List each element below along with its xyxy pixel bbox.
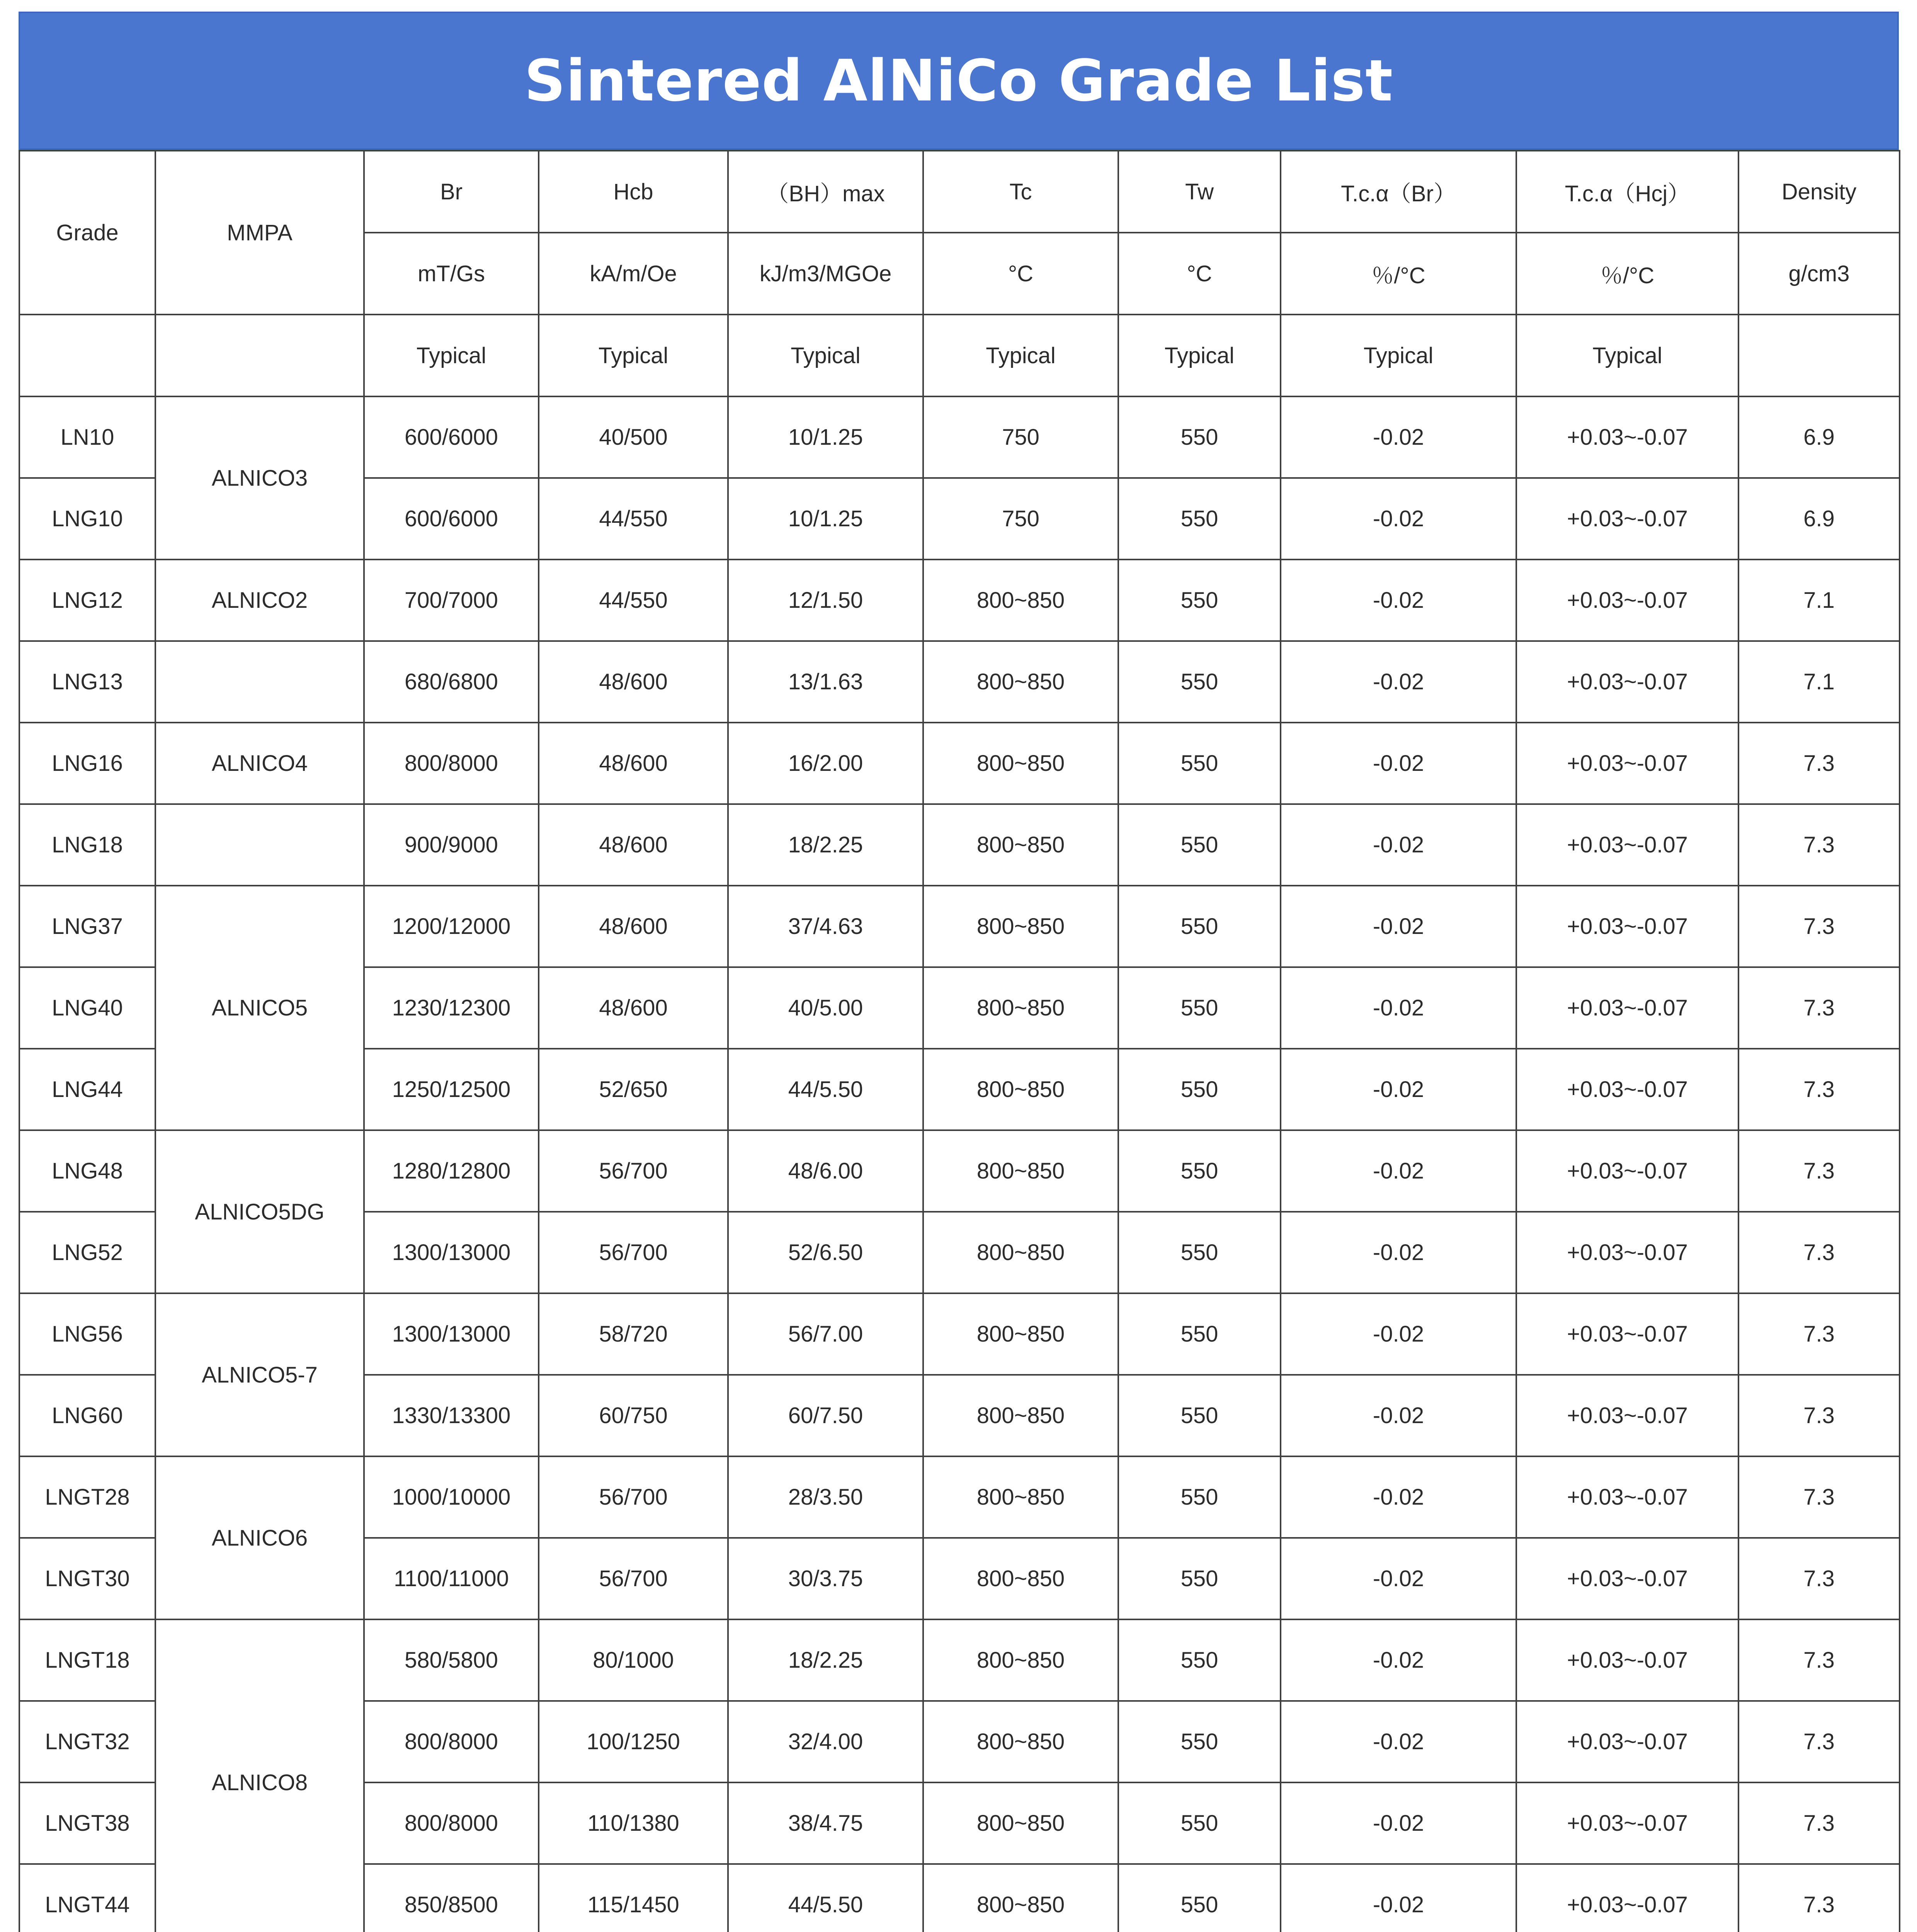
- hcb-cell: 115/1450: [539, 1864, 728, 1932]
- tc-cell: 800~850: [923, 723, 1118, 804]
- tw-cell: 550: [1118, 1538, 1281, 1619]
- grade-cell: LNG60: [19, 1375, 155, 1456]
- tca-hcj-cell: +0.03~-0.07: [1516, 1375, 1738, 1456]
- param-note-header: Typical: [364, 315, 539, 396]
- br-cell: 1330/13300: [364, 1375, 539, 1456]
- hcb-cell: 52/650: [539, 1049, 728, 1130]
- bhmax-cell: 12/1.50: [728, 560, 923, 641]
- bhmax-cell: 28/3.50: [728, 1456, 923, 1538]
- tca-br-cell: -0.02: [1281, 1375, 1516, 1456]
- param-name-header: Hcb: [539, 151, 728, 233]
- br-cell: 1230/12300: [364, 967, 539, 1049]
- tw-cell: 550: [1118, 1049, 1281, 1130]
- density-cell: 7.3: [1738, 1538, 1900, 1619]
- bhmax-cell: 60/7.50: [728, 1375, 923, 1456]
- hcb-cell: 100/1250: [539, 1701, 728, 1782]
- hcb-cell: 40/500: [539, 396, 728, 478]
- tw-cell: 550: [1118, 1456, 1281, 1538]
- tca-hcj-cell: +0.03~-0.07: [1516, 886, 1738, 967]
- mmpa-cell: ALNICO5: [155, 886, 364, 1130]
- bhmax-cell: 48/6.00: [728, 1130, 923, 1212]
- param-note-header: [1738, 315, 1900, 396]
- grade-cell: LNG52: [19, 1212, 155, 1293]
- tca-br-cell: -0.02: [1281, 1049, 1516, 1130]
- table-row: [19, 1456, 1900, 1538]
- bhmax-cell: 32/4.00: [728, 1701, 923, 1782]
- grade-cell: LNG37: [19, 886, 155, 967]
- param-unit-header: g/cm3: [1738, 233, 1900, 315]
- param-name-header: Br: [364, 151, 539, 233]
- mmpa-cell: ALNICO4: [155, 723, 364, 804]
- tca-hcj-cell: +0.03~-0.07: [1516, 396, 1738, 478]
- table-row: [19, 1130, 1900, 1212]
- bhmax-cell: 30/3.75: [728, 1538, 923, 1619]
- tc-cell: 800~850: [923, 641, 1118, 723]
- grade-cell: LNGT44: [19, 1864, 155, 1932]
- tca-hcj-cell: +0.03~-0.07: [1516, 1619, 1738, 1701]
- density-cell: 7.1: [1738, 641, 1900, 723]
- br-cell: 800/8000: [364, 1701, 539, 1782]
- tca-hcj-cell: +0.03~-0.07: [1516, 1049, 1738, 1130]
- tc-cell: 800~850: [923, 967, 1118, 1049]
- grade-table-wrap: [19, 150, 1899, 1932]
- table-row: [19, 396, 1900, 478]
- param-unit-header: kA/m/Oe: [539, 233, 728, 315]
- tca-br-cell: -0.02: [1281, 1619, 1516, 1701]
- grade-table-body: [19, 151, 1900, 1932]
- param-note-header: Typical: [1281, 315, 1516, 396]
- param-name-header: Density: [1738, 151, 1900, 233]
- bhmax-cell: 16/2.00: [728, 723, 923, 804]
- density-cell: 7.3: [1738, 1864, 1900, 1932]
- hcb-cell: 56/700: [539, 1456, 728, 1538]
- param-name-header: （BH）max: [728, 151, 923, 233]
- br-cell: 900/9000: [364, 804, 539, 886]
- tc-cell: 800~850: [923, 1701, 1118, 1782]
- mmpa-cell: ALNICO3: [155, 396, 364, 560]
- tc-cell: 800~850: [923, 1049, 1118, 1130]
- tca-br-cell: -0.02: [1281, 641, 1516, 723]
- grade-cell: LNG12: [19, 560, 155, 641]
- table-row: [19, 804, 1900, 886]
- bhmax-cell: 52/6.50: [728, 1212, 923, 1293]
- hcb-cell: 56/700: [539, 1130, 728, 1212]
- hcb-cell: 44/550: [539, 560, 728, 641]
- mmpa-cell: [155, 641, 364, 723]
- grade-table: [19, 150, 1900, 1932]
- mmpa-header: MMPA: [155, 151, 364, 315]
- tca-br-cell: -0.02: [1281, 1538, 1516, 1619]
- mmpa-cell: ALNICO5DG: [155, 1130, 364, 1293]
- tca-hcj-cell: +0.03~-0.07: [1516, 641, 1738, 723]
- tca-br-cell: -0.02: [1281, 478, 1516, 560]
- tw-cell: 550: [1118, 967, 1281, 1049]
- header-row-names: [19, 151, 1900, 233]
- mmpa-cell: ALNICO8: [155, 1619, 364, 1932]
- tc-cell: 800~850: [923, 1538, 1118, 1619]
- bhmax-cell: 56/7.00: [728, 1293, 923, 1375]
- param-unit-header: mT/Gs: [364, 233, 539, 315]
- tca-hcj-cell: +0.03~-0.07: [1516, 560, 1738, 641]
- grade-cell: LNG10: [19, 478, 155, 560]
- grade-sheet: [19, 12, 1899, 1932]
- density-cell: 7.3: [1738, 886, 1900, 967]
- density-cell: 6.9: [1738, 478, 1900, 560]
- tw-cell: 550: [1118, 1130, 1281, 1212]
- param-note-header: Typical: [1516, 315, 1738, 396]
- tc-cell: 800~850: [923, 1130, 1118, 1212]
- tca-hcj-cell: +0.03~-0.07: [1516, 1456, 1738, 1538]
- page-title: Sintered AlNiCo Grade List: [19, 12, 1899, 150]
- density-cell: 7.3: [1738, 1130, 1900, 1212]
- tca-hcj-cell: +0.03~-0.07: [1516, 1782, 1738, 1864]
- tc-cell: 800~850: [923, 560, 1118, 641]
- tc-cell: 800~850: [923, 1456, 1118, 1538]
- bhmax-cell: 10/1.25: [728, 478, 923, 560]
- tw-cell: 550: [1118, 1375, 1281, 1456]
- hcb-cell: 48/600: [539, 641, 728, 723]
- tw-cell: 550: [1118, 560, 1281, 641]
- tw-cell: 550: [1118, 1782, 1281, 1864]
- grade-cell: LNG16: [19, 723, 155, 804]
- tc-cell: 800~850: [923, 1782, 1118, 1864]
- param-unit-header: °C: [923, 233, 1118, 315]
- grade-cell: LNGT38: [19, 1782, 155, 1864]
- density-cell: 7.3: [1738, 967, 1900, 1049]
- bhmax-cell: 10/1.25: [728, 396, 923, 478]
- tca-br-cell: -0.02: [1281, 396, 1516, 478]
- density-cell: 7.3: [1738, 1619, 1900, 1701]
- param-name-header: T.c.α（Hcj）: [1516, 151, 1738, 233]
- hcb-cell: 48/600: [539, 804, 728, 886]
- tca-br-cell: -0.02: [1281, 1701, 1516, 1782]
- grade-cell: LNG56: [19, 1293, 155, 1375]
- br-cell: 800/8000: [364, 723, 539, 804]
- hcb-cell: 44/550: [539, 478, 728, 560]
- param-unit-header: °C: [1118, 233, 1281, 315]
- bhmax-cell: 40/5.00: [728, 967, 923, 1049]
- tca-br-cell: -0.02: [1281, 1864, 1516, 1932]
- param-note-header: Typical: [1118, 315, 1281, 396]
- hcb-cell: 48/600: [539, 967, 728, 1049]
- tca-br-cell: -0.02: [1281, 967, 1516, 1049]
- br-cell: 1300/13000: [364, 1212, 539, 1293]
- br-cell: 700/7000: [364, 560, 539, 641]
- tc-cell: 800~850: [923, 804, 1118, 886]
- tw-cell: 550: [1118, 641, 1281, 723]
- param-note-header: Typical: [539, 315, 728, 396]
- br-cell: 1200/12000: [364, 886, 539, 967]
- bhmax-cell: 44/5.50: [728, 1049, 923, 1130]
- grade-header: Grade: [19, 151, 155, 315]
- hcb-cell: 56/700: [539, 1212, 728, 1293]
- tc-cell: 800~850: [923, 1293, 1118, 1375]
- table-row: [19, 1293, 1900, 1375]
- bhmax-cell: 44/5.50: [728, 1864, 923, 1932]
- param-name-header: Tw: [1118, 151, 1281, 233]
- tc-cell: 800~850: [923, 1619, 1118, 1701]
- table-row: [19, 560, 1900, 641]
- br-cell: 1000/10000: [364, 1456, 539, 1538]
- tca-hcj-cell: +0.03~-0.07: [1516, 1130, 1738, 1212]
- param-name-header: T.c.α（Br）: [1281, 151, 1516, 233]
- density-cell: 7.3: [1738, 1375, 1900, 1456]
- density-cell: 7.3: [1738, 1456, 1900, 1538]
- mmpa-note-cell: [155, 315, 364, 396]
- tca-hcj-cell: +0.03~-0.07: [1516, 804, 1738, 886]
- tca-hcj-cell: +0.03~-0.07: [1516, 967, 1738, 1049]
- table-row: [19, 723, 1900, 804]
- hcb-cell: 48/600: [539, 723, 728, 804]
- density-cell: 7.3: [1738, 1782, 1900, 1864]
- br-cell: 1300/13000: [364, 1293, 539, 1375]
- tca-br-cell: -0.02: [1281, 1212, 1516, 1293]
- br-cell: 850/8500: [364, 1864, 539, 1932]
- br-cell: 580/5800: [364, 1619, 539, 1701]
- hcb-cell: 56/700: [539, 1538, 728, 1619]
- param-note-header: Typical: [728, 315, 923, 396]
- grade-cell: LNG48: [19, 1130, 155, 1212]
- hcb-cell: 110/1380: [539, 1782, 728, 1864]
- tw-cell: 550: [1118, 1864, 1281, 1932]
- bhmax-cell: 37/4.63: [728, 886, 923, 967]
- bhmax-cell: 18/2.25: [728, 1619, 923, 1701]
- tw-cell: 550: [1118, 478, 1281, 560]
- param-note-header: Typical: [923, 315, 1118, 396]
- br-cell: 600/6000: [364, 478, 539, 560]
- tca-hcj-cell: +0.03~-0.07: [1516, 1538, 1738, 1619]
- br-cell: 800/8000: [364, 1782, 539, 1864]
- bhmax-cell: 18/2.25: [728, 804, 923, 886]
- tc-cell: 800~850: [923, 1864, 1118, 1932]
- tca-br-cell: -0.02: [1281, 1293, 1516, 1375]
- density-cell: 7.3: [1738, 1049, 1900, 1130]
- density-cell: 7.3: [1738, 1212, 1900, 1293]
- grade-cell: LNGT28: [19, 1456, 155, 1538]
- tw-cell: 550: [1118, 1212, 1281, 1293]
- hcb-cell: 58/720: [539, 1293, 728, 1375]
- header-row-typical: [19, 315, 1900, 396]
- mmpa-cell: ALNICO2: [155, 560, 364, 641]
- tca-hcj-cell: +0.03~-0.07: [1516, 1701, 1738, 1782]
- grade-cell: LNGT18: [19, 1619, 155, 1701]
- bhmax-cell: 13/1.63: [728, 641, 923, 723]
- tw-cell: 550: [1118, 723, 1281, 804]
- tca-br-cell: -0.02: [1281, 1456, 1516, 1538]
- br-cell: 1280/12800: [364, 1130, 539, 1212]
- tca-hcj-cell: +0.03~-0.07: [1516, 478, 1738, 560]
- mmpa-cell: ALNICO5-7: [155, 1293, 364, 1456]
- tw-cell: 550: [1118, 1619, 1281, 1701]
- density-cell: 7.1: [1738, 560, 1900, 641]
- tw-cell: 550: [1118, 1701, 1281, 1782]
- tw-cell: 550: [1118, 1293, 1281, 1375]
- tca-br-cell: -0.02: [1281, 723, 1516, 804]
- grade-cell: LNGT30: [19, 1538, 155, 1619]
- grade-cell: LNG13: [19, 641, 155, 723]
- hcb-cell: 48/600: [539, 886, 728, 967]
- tca-hcj-cell: +0.03~-0.07: [1516, 1293, 1738, 1375]
- tc-cell: 750: [923, 478, 1118, 560]
- br-cell: 1100/11000: [364, 1538, 539, 1619]
- table-row: [19, 886, 1900, 967]
- tc-cell: 800~850: [923, 1212, 1118, 1293]
- grade-cell: LNG44: [19, 1049, 155, 1130]
- density-cell: 7.3: [1738, 804, 1900, 886]
- grade-cell: LNGT32: [19, 1701, 155, 1782]
- density-cell: 6.9: [1738, 396, 1900, 478]
- density-cell: 7.3: [1738, 1701, 1900, 1782]
- tca-hcj-cell: +0.03~-0.07: [1516, 1212, 1738, 1293]
- tca-br-cell: -0.02: [1281, 804, 1516, 886]
- br-cell: 1250/12500: [364, 1049, 539, 1130]
- br-cell: 680/6800: [364, 641, 539, 723]
- mmpa-cell: ALNICO6: [155, 1456, 364, 1619]
- param-name-header: Tc: [923, 151, 1118, 233]
- bhmax-cell: 38/4.75: [728, 1782, 923, 1864]
- grade-cell: LNG18: [19, 804, 155, 886]
- param-unit-header: ％/°C: [1516, 233, 1738, 315]
- hcb-cell: 80/1000: [539, 1619, 728, 1701]
- br-cell: 600/6000: [364, 396, 539, 478]
- grade-cell: LN10: [19, 396, 155, 478]
- tca-hcj-cell: +0.03~-0.07: [1516, 1864, 1738, 1932]
- table-row: [19, 1619, 1900, 1701]
- density-cell: 7.3: [1738, 1293, 1900, 1375]
- grade-cell: LNG40: [19, 967, 155, 1049]
- grade-note-cell: [19, 315, 155, 396]
- density-cell: 7.3: [1738, 723, 1900, 804]
- tw-cell: 550: [1118, 886, 1281, 967]
- tw-cell: 550: [1118, 396, 1281, 478]
- tca-br-cell: -0.02: [1281, 886, 1516, 967]
- tc-cell: 800~850: [923, 1375, 1118, 1456]
- tc-cell: 750: [923, 396, 1118, 478]
- mmpa-cell: [155, 804, 364, 886]
- hcb-cell: 60/750: [539, 1375, 728, 1456]
- tca-hcj-cell: +0.03~-0.07: [1516, 723, 1738, 804]
- table-row: [19, 641, 1900, 723]
- tw-cell: 550: [1118, 804, 1281, 886]
- tca-br-cell: -0.02: [1281, 560, 1516, 641]
- tca-br-cell: -0.02: [1281, 1782, 1516, 1864]
- tca-br-cell: -0.02: [1281, 1130, 1516, 1212]
- param-unit-header: kJ/m3/MGOe: [728, 233, 923, 315]
- param-unit-header: ％/°C: [1281, 233, 1516, 315]
- tc-cell: 800~850: [923, 886, 1118, 967]
